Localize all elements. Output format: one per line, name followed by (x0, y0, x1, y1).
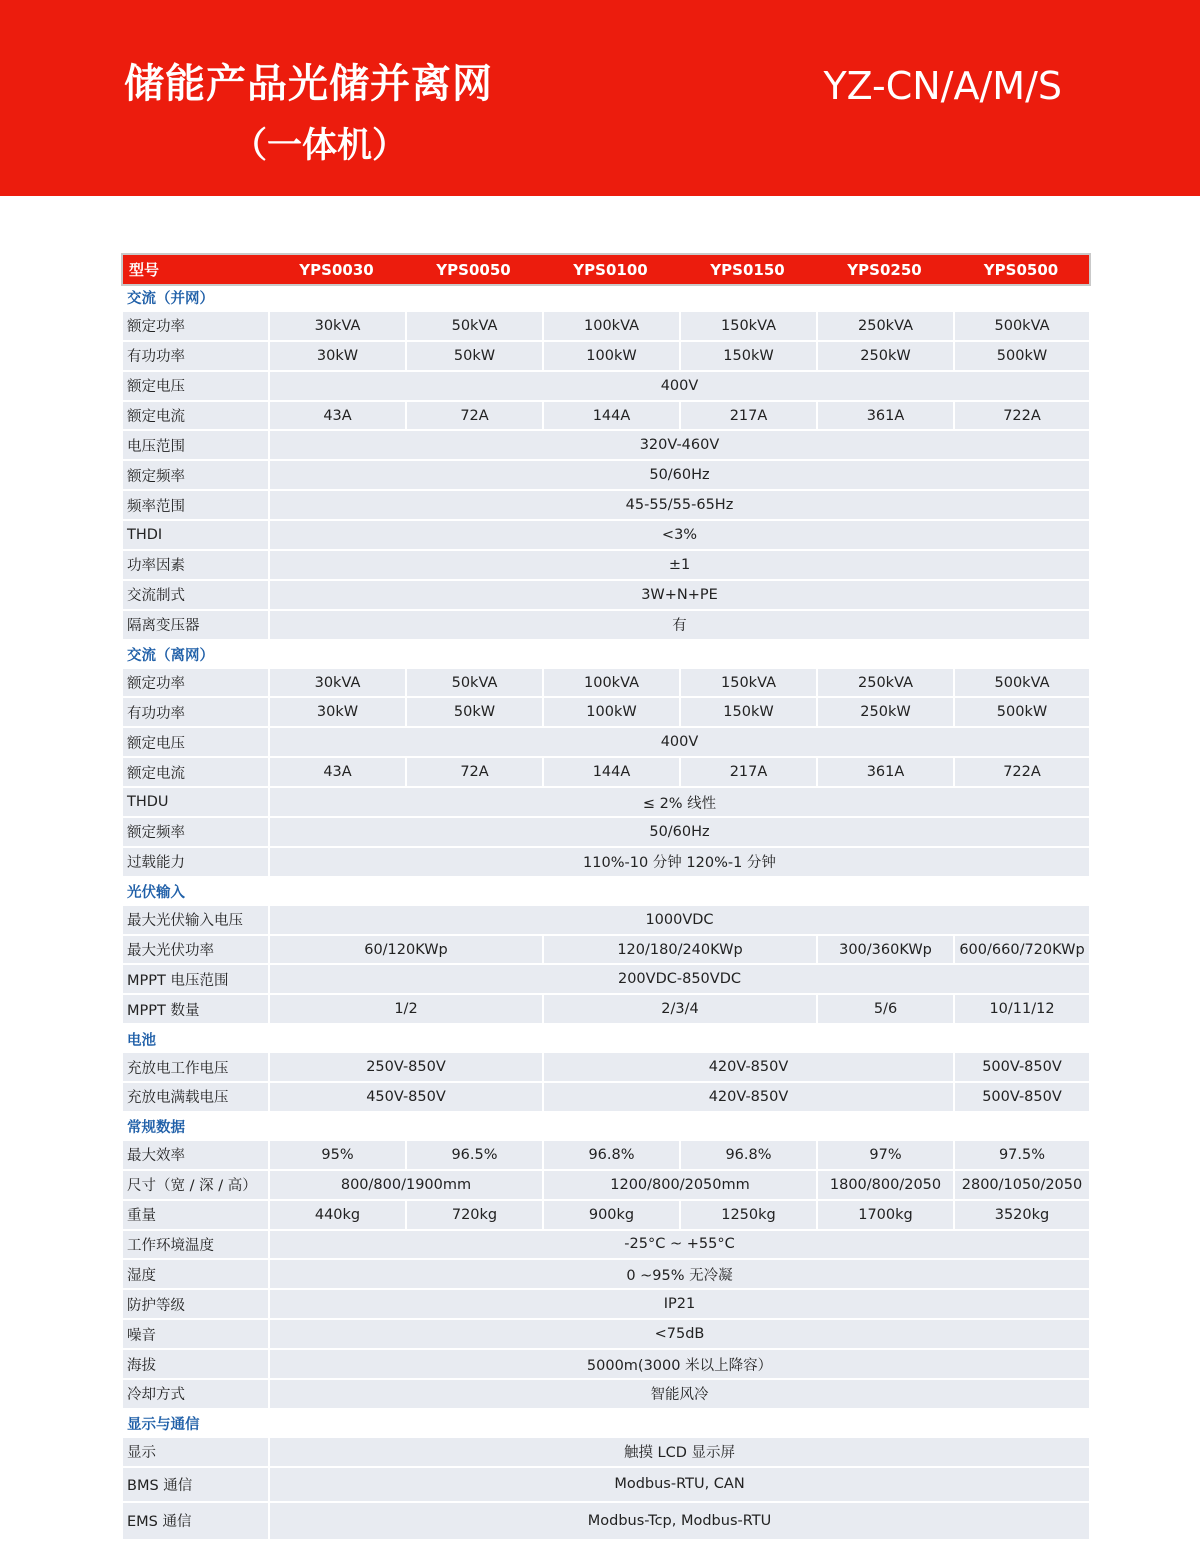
table-row (123, 1438, 1089, 1468)
value-cell: 500kW (953, 698, 1089, 728)
row-label: 额定电压 (123, 372, 268, 402)
value-cell: 100kW (542, 698, 679, 728)
table-row (123, 848, 1089, 878)
section-title: 常规数据 (123, 1113, 1089, 1141)
row-label: 有功功率 (123, 342, 268, 372)
row-label: 噪音 (123, 1320, 268, 1350)
value-cell: 1700kg (816, 1201, 953, 1231)
value-cell: 96.8% (542, 1141, 679, 1171)
table-row (123, 551, 1089, 581)
value-cell: 95% (268, 1141, 405, 1171)
value-cell: 120/180/240KWp (542, 936, 816, 966)
value-cell: 97% (816, 1141, 953, 1171)
table-row (123, 431, 1089, 461)
value-cell: 1800/800/2050 (816, 1171, 953, 1201)
value-cell: 2800/1050/2050 (953, 1171, 1089, 1201)
value-cell: 150kW (679, 698, 816, 728)
value-cell: 250kW (816, 342, 953, 372)
value-cell: 217A (679, 758, 816, 788)
table-row (123, 669, 1089, 699)
value-cell: 250kVA (816, 312, 953, 342)
value-cell: ±1 (268, 551, 1089, 581)
table-row (123, 312, 1089, 342)
table-row (123, 372, 1089, 402)
value-cell: 420V-850V (542, 1083, 953, 1113)
value-cell: 300/360KWp (816, 936, 953, 966)
value-cell: 420V-850V (542, 1053, 953, 1083)
value-cell: 500V-850V (953, 1053, 1089, 1083)
row-label: 海拔 (123, 1350, 268, 1380)
header-model-cell: YPS0100 (542, 255, 679, 284)
value-cell: 97.5% (953, 1141, 1089, 1171)
value-cell: 144A (542, 758, 679, 788)
value-cell: 110%-10 分钟 120%-1 分钟 (268, 848, 1089, 878)
header-model-cell: YPS0250 (816, 255, 953, 284)
value-cell: 500kVA (953, 312, 1089, 342)
table-row (123, 1141, 1089, 1171)
table-row (123, 1053, 1089, 1083)
header-banner (0, 0, 1200, 196)
row-label: 充放电满载电压 (123, 1083, 268, 1113)
value-cell: 722A (953, 402, 1089, 432)
row-label: MPPT 电压范围 (123, 965, 268, 995)
value-cell: 50/60Hz (268, 461, 1089, 491)
value-cell: 30kW (268, 698, 405, 728)
table-row (123, 342, 1089, 372)
value-cell: 100kVA (542, 669, 679, 699)
page-title: 储能产品光储并离网 (124, 61, 493, 107)
row-label: 电压范围 (123, 431, 268, 461)
value-cell: 150kW (679, 342, 816, 372)
table-row (123, 1260, 1089, 1290)
section-header-row (123, 878, 1089, 906)
value-cell: 722A (953, 758, 1089, 788)
value-cell: 30kW (268, 342, 405, 372)
table-row (123, 521, 1089, 551)
table-row (123, 402, 1089, 432)
value-cell: 60/120KWp (268, 936, 542, 966)
value-cell: 50kVA (405, 312, 542, 342)
table-row (123, 1503, 1089, 1541)
value-cell: <75dB (268, 1320, 1089, 1350)
value-cell: 5000m(3000 米以上降容） (268, 1350, 1089, 1380)
row-label: 冷却方式 (123, 1380, 268, 1410)
table-row (123, 728, 1089, 758)
value-cell: 250kW (816, 698, 953, 728)
value-cell: 3W+N+PE (268, 581, 1089, 611)
row-label: 最大光伏功率 (123, 936, 268, 966)
row-label: 最大光伏输入电压 (123, 906, 268, 936)
table-row (123, 611, 1089, 641)
value-cell: 5/6 (816, 995, 953, 1025)
table-row (123, 1231, 1089, 1261)
value-cell: 720kg (405, 1201, 542, 1231)
table-row (123, 1350, 1089, 1380)
section-header-row (123, 1113, 1089, 1141)
row-label: 交流制式 (123, 581, 268, 611)
page-subtitle: （一体机） (232, 126, 408, 166)
row-label: 最大效率 (123, 1141, 268, 1171)
row-label: 功率因素 (123, 551, 268, 581)
row-label: 额定电压 (123, 728, 268, 758)
section-header-row (123, 1410, 1089, 1438)
table-row (123, 461, 1089, 491)
row-label: 额定频率 (123, 461, 268, 491)
row-label: 隔离变压器 (123, 611, 268, 641)
table-row (123, 1171, 1089, 1201)
value-cell: 144A (542, 402, 679, 432)
table-row (123, 1468, 1089, 1503)
value-cell: 450V-850V (268, 1083, 542, 1113)
value-cell: IP21 (268, 1290, 1089, 1320)
row-label: 充放电工作电压 (123, 1053, 268, 1083)
value-cell: 45-55/55-65Hz (268, 491, 1089, 521)
value-cell: 500V-850V (953, 1083, 1089, 1113)
value-cell: 1200/800/2050mm (542, 1171, 816, 1201)
value-cell: 400V (268, 372, 1089, 402)
value-cell: 50kVA (405, 669, 542, 699)
table-row (123, 698, 1089, 728)
table-row (123, 906, 1089, 936)
value-cell: 800/800/1900mm (268, 1171, 542, 1201)
table-row (123, 1320, 1089, 1350)
value-cell: 500kVA (953, 669, 1089, 699)
row-label: 工作环境温度 (123, 1231, 268, 1261)
row-label: BMS 通信 (123, 1468, 268, 1503)
section-header-row (123, 1025, 1089, 1053)
row-label: EMS 通信 (123, 1503, 268, 1541)
section-header-row (123, 641, 1089, 669)
section-title: 显示与通信 (123, 1410, 1089, 1438)
header-model-cell: YPS0150 (679, 255, 816, 284)
value-cell: 320V-460V (268, 431, 1089, 461)
header-label-cell: 型号 (123, 255, 268, 284)
header-model-cell: YPS0050 (405, 255, 542, 284)
row-label: 额定电流 (123, 758, 268, 788)
value-cell: 250kVA (816, 669, 953, 699)
row-label: THDI (123, 521, 268, 551)
table-row (123, 1201, 1089, 1231)
value-cell: 100kW (542, 342, 679, 372)
value-cell: 100kVA (542, 312, 679, 342)
value-cell: 361A (816, 758, 953, 788)
value-cell: 30kVA (268, 312, 405, 342)
value-cell: 150kVA (679, 669, 816, 699)
row-label: 重量 (123, 1201, 268, 1231)
value-cell: 72A (405, 758, 542, 788)
section-title: 交流（离网） (123, 641, 1089, 669)
value-cell: 3520kg (953, 1201, 1089, 1231)
value-cell: 30kVA (268, 669, 405, 699)
row-label: MPPT 数量 (123, 995, 268, 1025)
value-cell: 440kg (268, 1201, 405, 1231)
table-row (123, 936, 1089, 966)
value-cell: 43A (268, 758, 405, 788)
row-label: 有功功率 (123, 698, 268, 728)
value-cell: 1250kg (679, 1201, 816, 1231)
value-cell: 217A (679, 402, 816, 432)
header-model-cell: YPS0030 (268, 255, 405, 284)
value-cell: <3% (268, 521, 1089, 551)
value-cell: Modbus-RTU, CAN (268, 1468, 1089, 1503)
value-cell: 200VDC-850VDC (268, 965, 1089, 995)
section-title: 光伏输入 (123, 878, 1089, 906)
row-label: 湿度 (123, 1260, 268, 1290)
row-label: 额定功率 (123, 669, 268, 699)
table-row (123, 1290, 1089, 1320)
value-cell: 96.8% (679, 1141, 816, 1171)
table-row (123, 758, 1089, 788)
row-label: 尺寸（宽 / 深 / 高） (123, 1171, 268, 1201)
table-row (123, 581, 1089, 611)
row-label: 额定频率 (123, 818, 268, 848)
value-cell: 触摸 LCD 显示屏 (268, 1438, 1089, 1468)
spec-table (123, 255, 1089, 1541)
table-row (123, 818, 1089, 848)
value-cell: 250V-850V (268, 1053, 542, 1083)
value-cell: 1000VDC (268, 906, 1089, 936)
table-row (123, 965, 1089, 995)
row-label: 频率范围 (123, 491, 268, 521)
value-cell: Modbus-Tcp, Modbus-RTU (268, 1503, 1089, 1541)
value-cell: 2/3/4 (542, 995, 816, 1025)
table-row (123, 995, 1089, 1025)
value-cell: 10/11/12 (953, 995, 1089, 1025)
value-cell: 43A (268, 402, 405, 432)
value-cell: 0 ~95% 无冷凝 (268, 1260, 1089, 1290)
row-label: 额定电流 (123, 402, 268, 432)
value-cell: 150kVA (679, 312, 816, 342)
value-cell: -25°C ~ +55°C (268, 1231, 1089, 1261)
section-title: 电池 (123, 1025, 1089, 1053)
value-cell: ≤ 2% 线性 (268, 788, 1089, 818)
row-label: 额定功率 (123, 312, 268, 342)
value-cell: 900kg (542, 1201, 679, 1231)
value-cell: 1/2 (268, 995, 542, 1025)
value-cell: 50kW (405, 698, 542, 728)
value-cell: 600/660/720KWp (953, 936, 1089, 966)
header-model-cell: YPS0500 (953, 255, 1089, 284)
table-header-row (123, 255, 1089, 284)
model-code: YZ-CN/A/M/S (823, 64, 1062, 108)
value-cell: 400V (268, 728, 1089, 758)
value-cell: 96.5% (405, 1141, 542, 1171)
row-label: 防护等级 (123, 1290, 268, 1320)
section-header-row (123, 284, 1089, 312)
value-cell: 72A (405, 402, 542, 432)
table-row (123, 788, 1089, 818)
section-title: 交流（并网） (123, 284, 1089, 312)
value-cell: 有 (268, 611, 1089, 641)
row-label: THDU (123, 788, 268, 818)
value-cell: 50kW (405, 342, 542, 372)
value-cell: 智能风冷 (268, 1380, 1089, 1410)
table-row (123, 1083, 1089, 1113)
table-row (123, 491, 1089, 521)
value-cell: 361A (816, 402, 953, 432)
row-label: 过载能力 (123, 848, 268, 878)
value-cell: 50/60Hz (268, 818, 1089, 848)
value-cell: 500kW (953, 342, 1089, 372)
table-row (123, 1380, 1089, 1410)
row-label: 显示 (123, 1438, 268, 1468)
